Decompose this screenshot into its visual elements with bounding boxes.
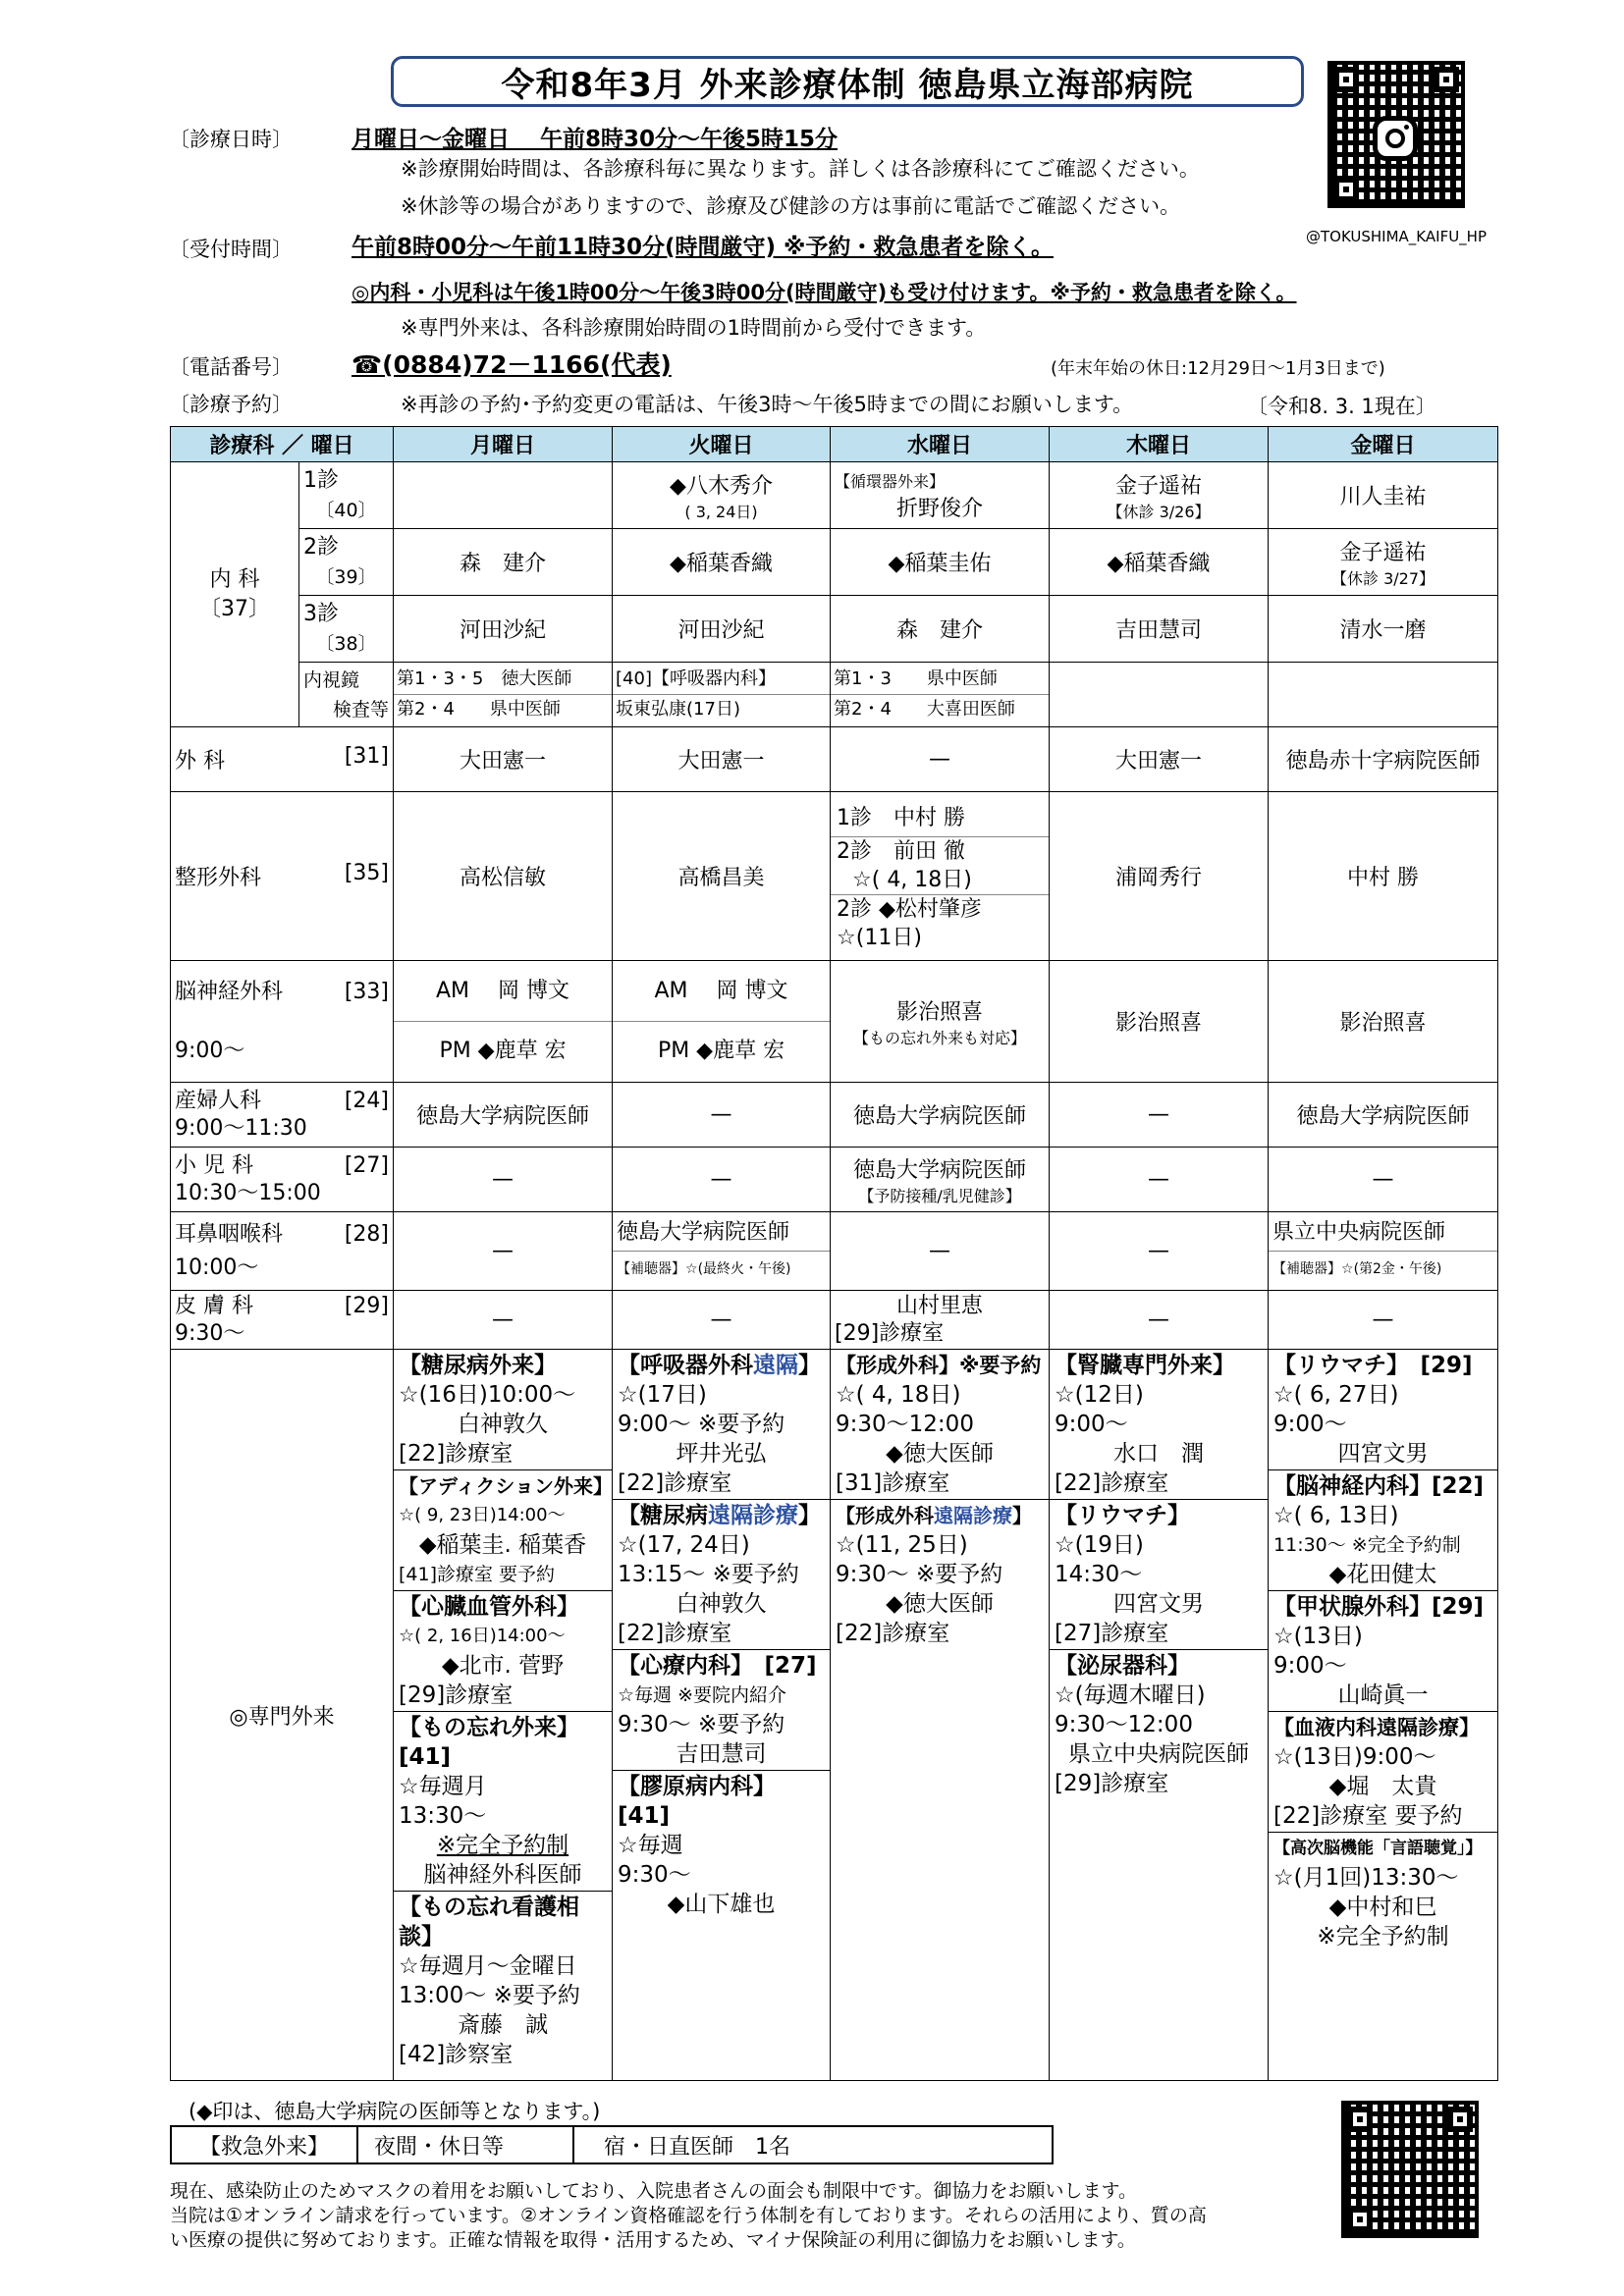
- header-dept-day: 診療科 ／ 曜日: [171, 427, 394, 462]
- cell: ◆稲葉香織: [1050, 529, 1269, 596]
- list-item: 【リウマチ】 ☆(19日) 14:30～ 四宮文男 [27]診療室: [1050, 1500, 1268, 1650]
- cell: —: [1050, 1148, 1269, 1212]
- list-item: 【もの忘れ外来】[41] ☆毎週月 13:30～ ※完全予約制 脳神経外科医師: [394, 1712, 612, 1892]
- cell: [1050, 663, 1269, 727]
- clinic-no: 3診 〔38〕: [299, 596, 394, 663]
- reception-value: 午前8時00分～午前11時30分(時間厳守) ※予約・救急患者を除く。: [352, 235, 1054, 260]
- cell: 徳島大学病院医師 【予防接種/乳児健診】: [831, 1148, 1050, 1212]
- cell: 山村里恵 [29]診療室: [831, 1291, 1050, 1350]
- dept-name: 内 科: [209, 566, 260, 592]
- header-wednesday: 水曜日: [831, 427, 1050, 462]
- dept-sanfu: 産婦人科 [24] 9:00～11:30: [171, 1083, 394, 1148]
- list-item: 【泌尿器科】 ☆(毎週木曜日) 9:30～12:00 県立中央病院医師 [29]診療室: [1055, 1653, 1250, 1796]
- reception-note-2: ※専門外来は、各科診療開始時間の1時間前から受付できます。: [401, 316, 987, 340]
- cell: 河田沙紀: [613, 596, 831, 663]
- instagram-icon: [1373, 116, 1418, 161]
- cell: —: [1269, 1148, 1498, 1212]
- table-row: [171, 1291, 1498, 1350]
- hours-note-2: ※休診等の場合がありますので、診療及び健診の方は事前に電話でご確認ください。: [401, 194, 1181, 218]
- list-item: 【糖尿病遠隔診療】 ☆(17, 24日) 13:15～ ※要予約 白神敦久 [22]診療室: [613, 1500, 830, 1650]
- list-item: 【腎臓専門外来】 ☆(12日) 9:00～ 水口 潤 [22]診療室: [1050, 1350, 1268, 1500]
- as-of-date: 〔令和8. 3. 1現在〕: [1247, 395, 1436, 418]
- cell: 河田沙紀: [394, 596, 613, 663]
- cell: 県立中央病院医師 【補聴器】☆(第2金・午後): [1269, 1212, 1498, 1291]
- special-clinic-label: ◎専門外来: [171, 1350, 394, 2081]
- schedule-table: [170, 426, 1498, 2081]
- cell: [394, 462, 613, 529]
- header-tuesday: 火曜日: [613, 427, 831, 462]
- cell: 第1・3 県中医師 第2・4 大喜田医師: [831, 663, 1050, 727]
- cell: —: [1050, 1083, 1269, 1148]
- cell: 影治照喜 【もの忘れ外来も対応】: [831, 961, 1050, 1083]
- cell: 川人圭祐: [1269, 462, 1498, 529]
- cell: ◆八木秀介 ( 3, 24日): [613, 462, 831, 529]
- endoscopy-label: 内視鏡 検査等: [299, 663, 394, 727]
- hours-value: 月曜日～金曜日 午前8時30分～午後5時15分: [352, 127, 839, 152]
- list-item: 【もの忘れ看護相談】 ☆毎週月～金曜日 13:00～ ※要予約 斎藤 誠 [42]診察室: [399, 1895, 580, 2067]
- list-item: 【血液内科遠隔診療】 ☆(13日)9:00～ ◆堀 太貴 [22]診療室 要予約: [1269, 1712, 1497, 1833]
- cell: 森 建介: [394, 529, 613, 596]
- list-item: 【リウマチ】 [29] ☆( 6, 27日) 9:00～ 四宮文男: [1269, 1350, 1497, 1470]
- special-wed: [831, 1350, 1050, 2081]
- cell: —: [1050, 1291, 1269, 1350]
- dept-jibi: 耳鼻咽喉科 [28] 10:00～: [171, 1212, 394, 1291]
- cell: 高松信敏: [394, 792, 613, 961]
- table-row: [171, 1083, 1498, 1148]
- cell: 清水一磨: [1269, 596, 1498, 663]
- list-item: 【脳神経内科】[22] ☆( 6, 13日) 11:30～ ※完全予約制 ◆花田健太: [1269, 1470, 1497, 1591]
- emergency-label: 【救急外来】: [172, 2127, 358, 2163]
- cell: —: [831, 1212, 1050, 1291]
- clinic-no: 2診 〔39〕: [299, 529, 394, 596]
- list-item: 【高次脳機能「言語聴覚」】 ☆(月1回)13:30～ ◆中村和巳 ※完全予約制: [1273, 1839, 1483, 1949]
- cell: 徳島大学病院医師: [394, 1083, 613, 1148]
- footer-line-1: 現在、感染防止のためマスクの着用をお願いしており、入院患者さんの面会も制限中です。御協力をお願いします。: [170, 2180, 1137, 2202]
- cell: ◆稲葉圭佑: [831, 529, 1050, 596]
- header-thursday: 木曜日: [1050, 427, 1269, 462]
- cell: —: [1269, 1291, 1498, 1350]
- footer-line-3: い医療の提供に努めております。正確な情報を取得・活用するため、マイナ保険証の利用に御協力をお願いします。: [170, 2229, 1136, 2251]
- table-header-row: [171, 427, 1498, 462]
- table-row: [171, 462, 1498, 529]
- cell: 中村 勝: [1269, 792, 1498, 961]
- cell: —: [613, 1083, 831, 1148]
- cell: ◆稲葉香織: [613, 529, 831, 596]
- cell: [1269, 663, 1498, 727]
- special-thu: [1050, 1350, 1269, 2081]
- cell: 浦岡秀行: [1050, 792, 1269, 961]
- reserve-label: 〔診療予約〕: [169, 393, 293, 416]
- cell: 徳島赤十字病院医師: [1269, 727, 1498, 792]
- cell: 森 建介: [831, 596, 1050, 663]
- cell: AM 岡 博文 PM ◆鹿草 宏: [613, 961, 831, 1083]
- cell: 大田憲一: [394, 727, 613, 792]
- phone-label: 〔電話番号〕: [169, 355, 293, 379]
- special-mon: [394, 1350, 613, 2081]
- cell: 金子遥祐 【休診 3/26】: [1050, 462, 1269, 529]
- cell: 徳島大学病院医師: [1269, 1083, 1498, 1148]
- reserve-note: ※再診の予約･予約変更の電話は、午後3時～午後5時までの間にお願いします。: [401, 393, 1134, 416]
- header-friday: 金曜日: [1269, 427, 1498, 462]
- cell: —: [1050, 1212, 1269, 1291]
- list-item: 【アディクション外来】 ☆( 9, 23日)14:00～ ◆稲葉圭. 稲葉香 [41]診療室 要予約: [394, 1470, 612, 1591]
- cell: —: [394, 1212, 613, 1291]
- list-item: 【甲状腺外科】[29] ☆(13日) 9:00～ 山崎眞一: [1269, 1591, 1497, 1712]
- instagram-handle: @TOKUSHIMA_KAIFU_HP: [1306, 228, 1487, 245]
- table-row: [171, 961, 1498, 1083]
- cell: 1診 中村 勝 2診 前田 徹 ☆( 4, 18日) 2診 ◆松村肇彦 ☆(11日): [831, 792, 1050, 961]
- table-row: [171, 1148, 1498, 1212]
- cell: 大田憲一: [1050, 727, 1269, 792]
- dept-room: 〔37〕: [199, 596, 270, 621]
- cell: 徳島大学病院医師: [831, 1083, 1050, 1148]
- table-row: [171, 596, 1498, 663]
- list-item: 【糖尿病外来】 ☆(16日)10:00～ 白神敦久 [22]診療室: [394, 1350, 612, 1470]
- cell: —: [613, 1291, 831, 1350]
- footer-line-2: 当院は①オンライン請求を行っています。②オンライン資格確認を行う体制を有しております。それらの活用により、質の高: [170, 2205, 1207, 2226]
- clinic-no: 1診 〔40〕: [299, 462, 394, 529]
- list-item: 【心臓血管外科】 ☆( 2, 16日)14:00～ ◆北市. 菅野 [29]診療室: [394, 1591, 612, 1712]
- cell: 影治照喜: [1269, 961, 1498, 1083]
- cell: 影治照喜: [1050, 961, 1269, 1083]
- cell: 金子遥祐 【休診 3/27】: [1269, 529, 1498, 596]
- hours-note-1: ※診療開始時間は、各診療科毎に異なります。詳しくは各診療科にてご確認ください。: [401, 157, 1200, 181]
- dept-shoni: 小 児 科 [27] 10:30～15:00: [171, 1148, 394, 1212]
- dept-noushin: 脳神経外科 [33] 9:00～: [171, 961, 394, 1083]
- list-item: 【心療内科】 [27] ☆毎週 ※要院内紹介 9:30～ ※要予約 吉田慧司: [613, 1650, 830, 1771]
- cell: 吉田慧司: [1050, 596, 1269, 663]
- emergency-box: [170, 2125, 1054, 2164]
- cell: [40]【呼吸器内科】 坂東弘康(17日): [613, 663, 831, 727]
- reception-label: 〔受付時間〕: [169, 238, 293, 261]
- emergency-who: 宿・日直医師 1名: [604, 2134, 790, 2160]
- list-item: 【膠原病内科】[41] ☆毎週 9:30～ ◆山下雄也: [618, 1774, 777, 1917]
- cell: 第1・3・5 徳大医師 第2・4 県中医師: [394, 663, 613, 727]
- page-title: 令和8年3月 外来診療体制 徳島県立海部病院: [391, 56, 1304, 107]
- table-row: [171, 792, 1498, 961]
- cell: AM 岡 博文 PM ◆鹿草 宏: [394, 961, 613, 1083]
- cell: 徳島大学病院医師 【補聴器】☆(最終火・午後): [613, 1212, 831, 1291]
- table-row: [171, 727, 1498, 792]
- list-item: 【呼吸器外科遠隔】 ☆(17日) 9:00～ ※要予約 坪井光弘 [22]診療室: [613, 1350, 830, 1500]
- list-item: 【形成外科】※要予約 ☆( 4, 18日) 9:30～12:00 ◆徳大医師 [31]診療室: [831, 1350, 1049, 1500]
- cell: 大田憲一: [613, 727, 831, 792]
- holiday-note: (年末年始の休日:12月29日～1月3日まで): [1051, 358, 1385, 379]
- dept-hifu: 皮 膚 科 [29] 9:30～: [171, 1291, 394, 1350]
- cell: —: [613, 1148, 831, 1212]
- cell: —: [394, 1291, 613, 1350]
- table-row: [171, 1350, 1498, 2081]
- hours-label: 〔診療日時〕: [169, 128, 293, 151]
- cell: 高橋昌美: [613, 792, 831, 961]
- phone-value[interactable]: ☎(0884)72－1166(代表): [352, 350, 672, 379]
- cell: 【循環器外来】 折野俊介: [831, 462, 1050, 529]
- emergency-when: 夜間・休日等: [358, 2127, 574, 2163]
- list-item: 【形成外科遠隔診療】 ☆(11, 25日) 9:30～ ※要予約 ◆徳大医師 [22]診療室: [836, 1504, 1033, 1646]
- table-row: [171, 663, 1498, 727]
- table-row: [171, 1212, 1498, 1291]
- qr-code-site[interactable]: [1341, 2101, 1479, 2238]
- cell: —: [394, 1148, 613, 1212]
- diamond-note: (◆印は、徳島大学病院の医師等となります。): [189, 2100, 601, 2123]
- dept-naika: [171, 462, 299, 727]
- reception-note-1: ◎内科・小児科は午後1時00分～午後3時00分(時間厳守)も受け付けます。※予約・救急患者を除く。: [352, 281, 1297, 304]
- dept-seikei: 整形外科 [35]: [171, 792, 394, 961]
- cell: —: [831, 727, 1050, 792]
- special-tue: [613, 1350, 831, 2081]
- dept-geka: 外 科 [31]: [171, 727, 394, 792]
- table-row: [171, 529, 1498, 596]
- header-monday: 月曜日: [394, 427, 613, 462]
- special-fri: [1269, 1350, 1498, 2081]
